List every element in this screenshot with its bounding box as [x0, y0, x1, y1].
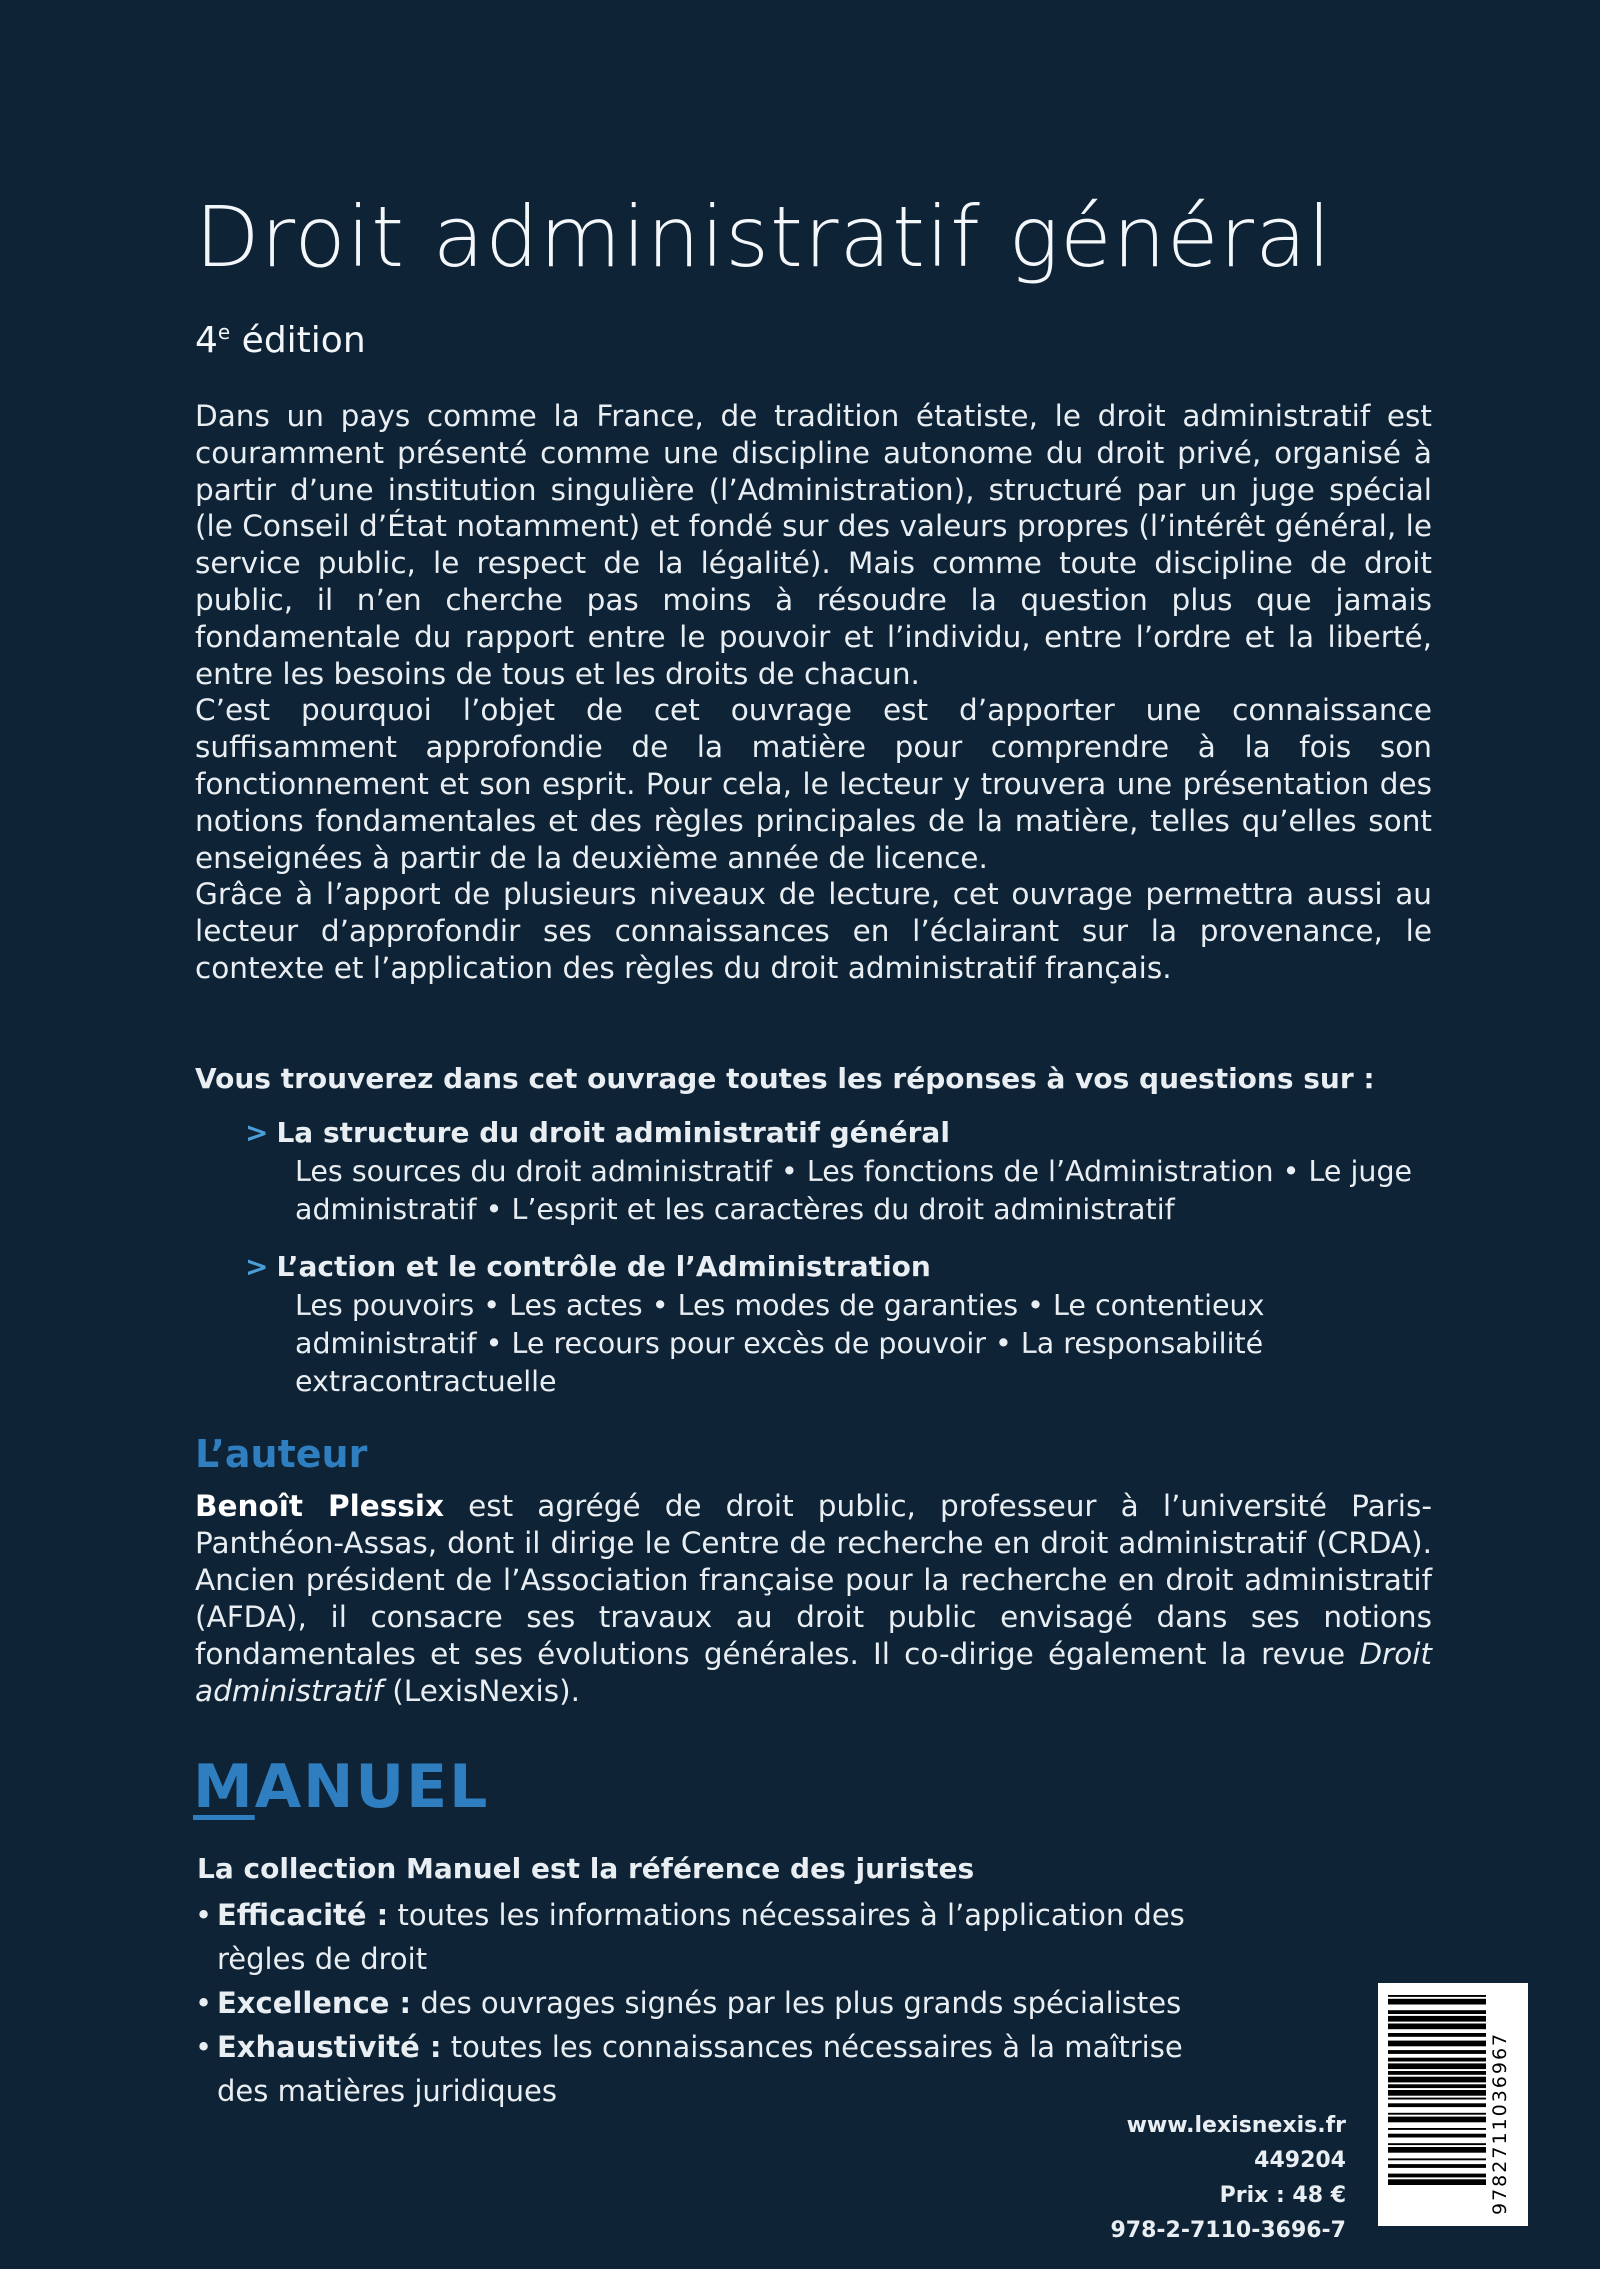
- topic-items: Les sources du droit administratif • Les fonctions de l’Administration • Le juge administratif • L’esprit et les caractères du droit administratif: [295, 1155, 1413, 1226]
- chevron-right-icon: >: [245, 1116, 269, 1149]
- topic-items: Les pouvoirs • Les actes • Les modes de garanties • Le contentieux administratif • Le recours pour excès de pouvoir • La responsabilité extracontractuelle: [295, 1289, 1265, 1398]
- list-item: [193, 1981, 1193, 2025]
- logo-rest: ANUEL: [254, 1752, 490, 1822]
- barcode-digits: 9782711036967: [1489, 2031, 1511, 2215]
- logo-initial: M: [193, 1752, 255, 1822]
- edition-label: [195, 320, 366, 361]
- edition-number: 4: [195, 320, 218, 361]
- edition-word: édition: [241, 320, 366, 361]
- publisher-info: [1110, 2108, 1346, 2248]
- barcode-bar: [1388, 2077, 1486, 2083]
- barcode-bar: [1388, 2174, 1486, 2178]
- barcode-bar: [1388, 2117, 1486, 2123]
- barcode-bar: [1388, 2143, 1486, 2145]
- barcode-bar: [1388, 2158, 1486, 2160]
- point-label: Efficacité :: [217, 1898, 389, 1932]
- point-label: Exhaustivité :: [217, 2030, 442, 2064]
- barcode-bar: [1388, 1995, 1486, 1997]
- barcode-bar: [1388, 1999, 1486, 2005]
- topic-heading: [245, 1116, 1425, 1149]
- point-text: toutes les informations nécessaires à l’application des règles de droit: [217, 1898, 1185, 1976]
- barcode-bar: [1388, 2128, 1486, 2130]
- price: Prix : 48 €: [1219, 2183, 1346, 2208]
- barcode-bar: [1388, 2147, 1486, 2153]
- summary: [195, 398, 1432, 987]
- barcode-bar: [1388, 2024, 1486, 2030]
- journal-title: Droit administratif: [195, 1637, 1432, 1708]
- barcode: [1378, 1983, 1528, 2226]
- barcode-bar: [1388, 2103, 1486, 2107]
- publisher-website: www.lexisnexis.fr: [1126, 2113, 1346, 2138]
- manuel-collection-logo: [193, 1752, 489, 1822]
- topic-title: L’action et le contrôle de l’Administration: [276, 1250, 931, 1283]
- edition-superscript: e: [217, 320, 231, 344]
- author-bio: [195, 1488, 1432, 1710]
- author-bio-text: est agrégé de droit public, professeur à l’université Paris-Panthéon-Assas, dont il dirige le Centre de recherche en droit administratif (CRDA). Ancien président de l’Association française pour la recherche en droit administratif (AFDA), il consacre ses travaux au droit public envisagé dans ses notions fondamentales et ses évolutions générales. Il co-dirige également la revue: [195, 1489, 1432, 1671]
- topic-heading: [245, 1250, 1425, 1283]
- barcode-bar: [1388, 2033, 1486, 2037]
- summary-paragraph: C’est pourquoi l’objet de cet ouvrage est d’apporter une connaissance suffisamment approfondie de la matière pour comprendre à la fois son fonctionnement et son esprit. Pour cela, le lecteur y trouvera une présentation des notions fondamentales et des règles principales de la matière, telles qu’elles sont enseignées à partir de la deuxième année de licence.: [195, 693, 1432, 875]
- barcode-bar: [1388, 2058, 1486, 2062]
- barcode-bar: [1388, 2010, 1486, 2014]
- author-name: Benoît Plessix: [195, 1489, 444, 1523]
- barcode-bar: [1388, 2090, 1486, 2096]
- book-title: Droit administratif général: [195, 188, 1332, 286]
- summary-paragraph: Grâce à l’apport de plusieurs niveaux de lecture, cet ouvrage permettra aussi au lecteur d’approfondir ses connaissances en l’éclairant sur la provenance, le contexte et l’application des règles du droit administratif français.: [195, 877, 1432, 985]
- barcode-bar: [1388, 2113, 1486, 2115]
- summary-paragraph: Dans un pays comme la France, de tradition étatiste, le droit administratif est couramment présenté comme une discipline autonome du droit privé, organisé à partir d’une institution singulière (l’Administration), structuré par un juge spécial (le Conseil d’État notamment) et fondé sur des valeurs propres (l’intérêt général, le service public, le respect de la légalité). Mais comme toute discipline de droit public, il n’en cherche pas moins à résoudre la question plus que jamais fondamentale du rapport entre le pouvoir et l’individu, entre l’ordre et la liberté, entre les besoins de tous et les droits de chacun.: [195, 399, 1432, 691]
- author-heading: L’auteur: [195, 1432, 368, 1476]
- isbn: 978-2-7110-3696-7: [1110, 2218, 1346, 2243]
- chevron-right-icon: >: [245, 1250, 269, 1283]
- topic-title: La structure du droit administratif général: [276, 1116, 950, 1149]
- topic-structure: [245, 1116, 1425, 1229]
- barcode-bar: [1388, 2063, 1486, 2069]
- barcode-bar: [1388, 2134, 1486, 2138]
- collection-title: La collection Manuel est la référence des juristes: [197, 1852, 975, 1885]
- collection-points: [193, 1893, 1193, 2113]
- topic-action-controle: [245, 1250, 1425, 1401]
- barcode-bar: [1388, 2179, 1486, 2185]
- questions-intro: Vous trouverez dans cet ouvrage toutes les réponses à vos questions sur :: [195, 1062, 1375, 1095]
- point-label: Excellence :: [217, 1986, 412, 2020]
- barcode-bar: [1388, 2016, 1486, 2022]
- barcode-bar: [1388, 2071, 1486, 2075]
- barcode-bar: [1388, 2084, 1486, 2088]
- publisher-code: 449204: [1254, 2148, 1346, 2173]
- author-bio-end: (LexisNexis).: [382, 1674, 580, 1708]
- point-text: toutes les connaissances nécessaires à la maîtrise des matières juridiques: [217, 2030, 1183, 2108]
- barcode-bar: [1388, 2098, 1486, 2100]
- point-text: des ouvrages signés par les plus grands spécialistes: [411, 1986, 1182, 2020]
- barcode-bar: [1388, 2164, 1486, 2168]
- barcode-bar: [1388, 2050, 1486, 2054]
- barcode-bar: [1388, 2041, 1486, 2047]
- list-item: [193, 2025, 1193, 2113]
- barcode-graphic: [1378, 1983, 1528, 2226]
- list-item: [193, 1893, 1193, 1981]
